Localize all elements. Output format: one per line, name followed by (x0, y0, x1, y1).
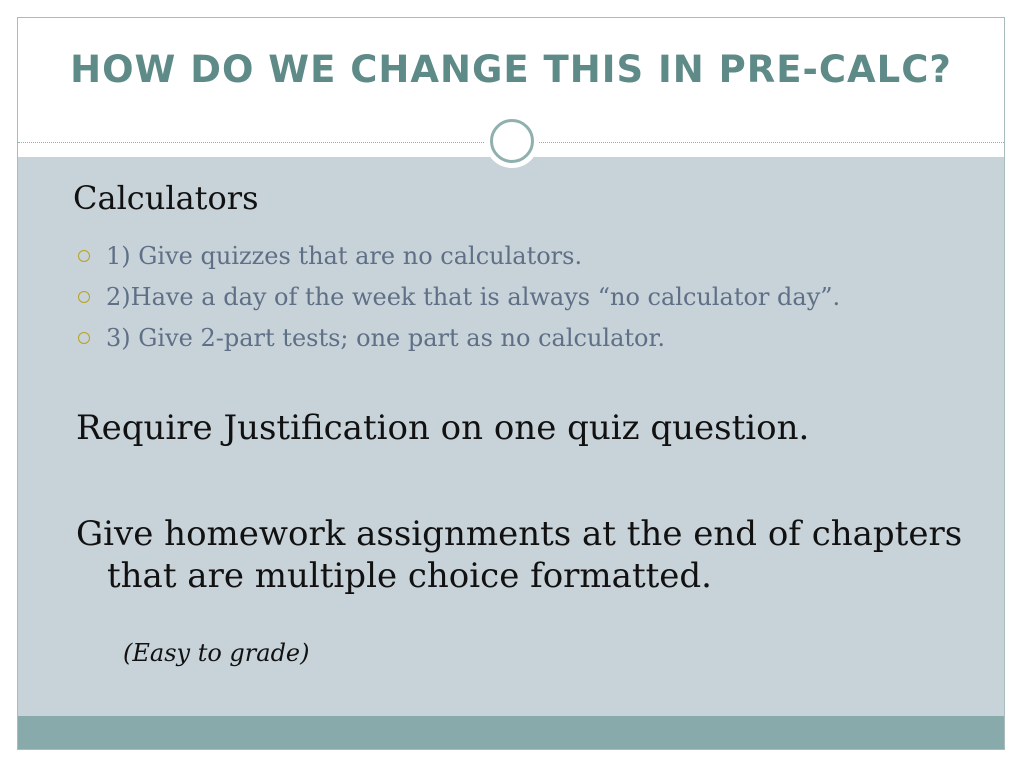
slide-title: HOW DO WE CHANGE THIS IN PRE-CALC? (70, 48, 952, 91)
list-item (78, 242, 840, 283)
ring-bullet-icon (78, 291, 90, 303)
homework-paragraph (76, 513, 986, 597)
easy-to-grade-note: (Easy to grade) (123, 639, 310, 667)
circle-ring-icon (490, 119, 534, 163)
list-item-text: 1) Give quizzes that are no calculators. (106, 242, 583, 270)
ring-bullet-icon (78, 332, 90, 344)
list-item (78, 324, 840, 365)
divider-circle-ornament (485, 114, 539, 168)
ring-bullet-icon (78, 250, 90, 262)
calculators-list (78, 242, 840, 365)
footer-band (18, 716, 1004, 750)
slide (17, 17, 1005, 750)
list-item (78, 283, 840, 324)
calculators-heading: Calculators (73, 179, 259, 217)
list-item-text: 3) Give 2-part tests; one part as no calculator. (106, 324, 665, 352)
homework-line-2: that are multiple choice formatted. (107, 556, 712, 596)
list-item-text: 2)Have a day of the week that is always “no calculator day”. (106, 283, 841, 311)
justification-paragraph: Require Justification on one quiz question. (76, 408, 810, 448)
homework-line-1: Give homework assignments at the end of chapters (76, 514, 963, 554)
